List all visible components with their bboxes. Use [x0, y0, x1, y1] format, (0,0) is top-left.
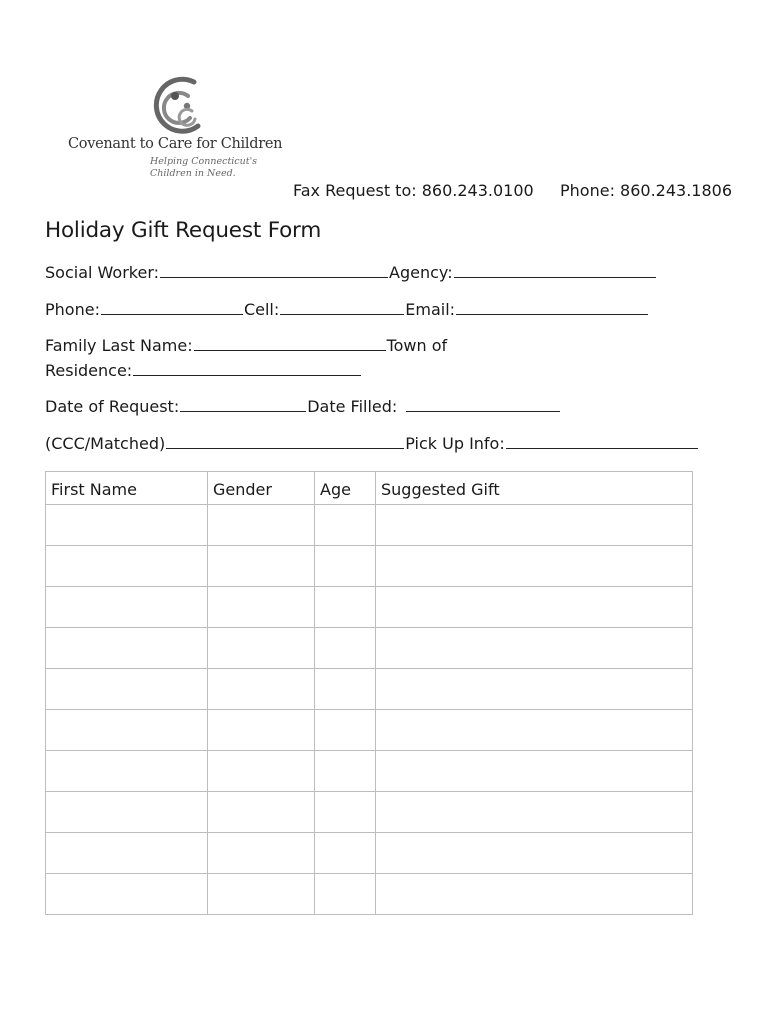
age-cell[interactable] [315, 546, 376, 587]
gender-cell[interactable] [208, 669, 315, 710]
age-cell[interactable] [315, 751, 376, 792]
age-cell[interactable] [315, 669, 376, 710]
social-worker-label: Social Worker: [45, 263, 159, 282]
cell-field[interactable] [280, 313, 404, 315]
tagline-line-2: Children in Need. [150, 168, 236, 179]
gender-cell[interactable] [208, 546, 315, 587]
form-title: Holiday Gift Request Form [45, 218, 322, 243]
phone-number: Phone: 860.243.1806 [560, 181, 733, 200]
table-row [46, 505, 693, 546]
email-field[interactable] [456, 313, 648, 315]
first-name-cell[interactable] [46, 833, 208, 874]
suggested-gift-cell[interactable] [376, 546, 693, 587]
fax-number: Fax Request to: 860.243.0100 [293, 181, 534, 200]
suggested-gift-cell[interactable] [376, 505, 693, 546]
town-of-label: Town of [386, 336, 448, 355]
phone-field[interactable] [101, 313, 243, 315]
date-of-request-field[interactable] [180, 410, 306, 412]
first-name-cell[interactable] [46, 874, 208, 915]
phone-cell-email-row [45, 300, 649, 319]
age-cell[interactable] [315, 874, 376, 915]
logo-mark [148, 76, 212, 134]
first-name-cell[interactable] [46, 546, 208, 587]
table-row [46, 751, 693, 792]
suggested-gift-cell[interactable] [376, 792, 693, 833]
dates-row [45, 397, 561, 416]
table-row [46, 587, 693, 628]
table-row [46, 874, 693, 915]
gift-request-table [45, 471, 693, 915]
first-name-cell[interactable] [46, 669, 208, 710]
first-name-cell[interactable] [46, 587, 208, 628]
ccc-matched-label: (CCC/Matched) [45, 434, 166, 453]
age-cell[interactable] [315, 792, 376, 833]
agency-label: Agency: [389, 263, 453, 282]
suggested-gift-cell[interactable] [376, 874, 693, 915]
header-gender: Gender [208, 472, 315, 505]
agency-field[interactable] [454, 276, 656, 278]
date-filled-label: Date Filled: [307, 397, 398, 416]
gender-cell[interactable] [208, 628, 315, 669]
gender-cell[interactable] [208, 833, 315, 874]
age-cell[interactable] [315, 833, 376, 874]
table-row [46, 833, 693, 874]
organization-name: Covenant to Care for Children [68, 136, 283, 152]
residence-field[interactable] [133, 374, 361, 376]
social-worker-agency-row [45, 263, 657, 282]
first-name-cell[interactable] [46, 751, 208, 792]
family-last-name-field[interactable] [194, 349, 386, 351]
table-row [46, 546, 693, 587]
cell-label: Cell: [243, 300, 280, 319]
first-name-cell[interactable] [46, 792, 208, 833]
suggested-gift-cell[interactable] [376, 669, 693, 710]
table-row [46, 792, 693, 833]
header-first-name: First Name [46, 472, 208, 505]
table-header-row [46, 472, 693, 505]
gender-cell[interactable] [208, 874, 315, 915]
organization-logo [66, 76, 286, 186]
ccc-matched-field[interactable] [166, 447, 404, 449]
table-row [46, 628, 693, 669]
social-worker-field[interactable] [160, 276, 388, 278]
gender-cell[interactable] [208, 505, 315, 546]
table-row [46, 669, 693, 710]
suggested-gift-cell[interactable] [376, 587, 693, 628]
age-cell[interactable] [315, 587, 376, 628]
gender-cell[interactable] [208, 710, 315, 751]
first-name-cell[interactable] [46, 628, 208, 669]
family-last-name-label: Family Last Name: [45, 336, 193, 355]
phone-label: Phone: [45, 300, 100, 319]
residence-label: Residence: [45, 361, 133, 380]
first-name-cell[interactable] [46, 505, 208, 546]
suggested-gift-cell[interactable] [376, 710, 693, 751]
pick-up-info-field[interactable] [506, 447, 698, 449]
suggested-gift-cell[interactable] [376, 628, 693, 669]
gender-cell[interactable] [208, 587, 315, 628]
residence-row [45, 361, 362, 380]
tagline-line-1: Helping Connecticut's [150, 156, 258, 167]
header-age: Age [315, 472, 376, 505]
table-row [46, 710, 693, 751]
age-cell[interactable] [315, 505, 376, 546]
date-of-request-label: Date of Request: [45, 397, 180, 416]
header-suggested-gift: Suggested Gift [376, 472, 693, 505]
date-filled-field[interactable] [406, 410, 560, 412]
age-cell[interactable] [315, 628, 376, 669]
first-name-cell[interactable] [46, 710, 208, 751]
email-label: Email: [405, 300, 456, 319]
matched-pickup-row [45, 434, 699, 453]
suggested-gift-cell[interactable] [376, 833, 693, 874]
gender-cell[interactable] [208, 751, 315, 792]
organization-tagline [150, 156, 257, 180]
suggested-gift-cell[interactable] [376, 751, 693, 792]
gender-cell[interactable] [208, 792, 315, 833]
age-cell[interactable] [315, 710, 376, 751]
pick-up-info-label: Pick Up Info: [405, 434, 505, 453]
family-last-name-row [45, 336, 447, 355]
